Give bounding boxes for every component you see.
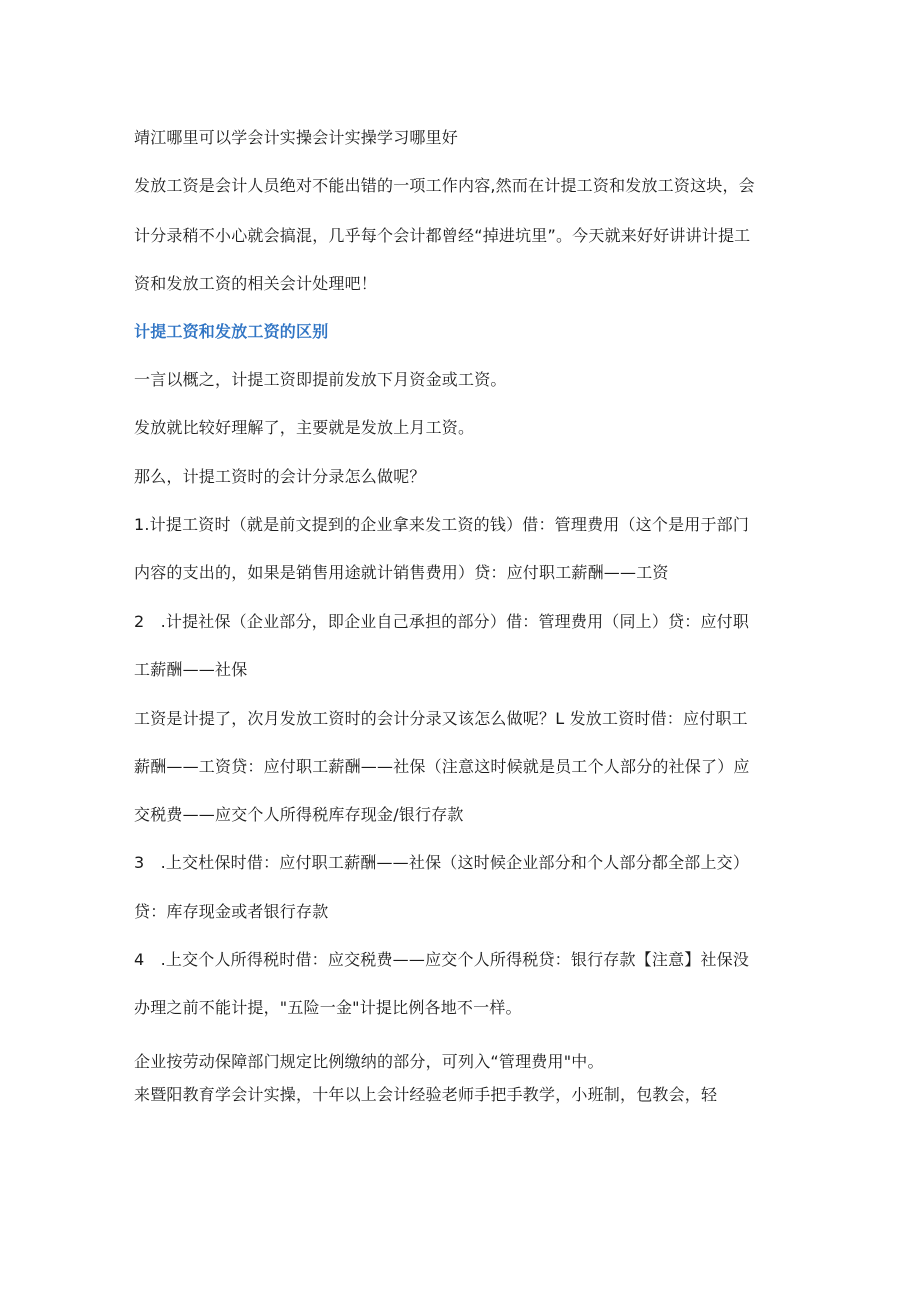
footer-line: 企业按劳动保障部门规定比例缴纳的部分，可列入“管理费用"中。: [134, 1052, 604, 1071]
body-line: 工薪酬——社保: [134, 660, 248, 679]
body-line: 那么，计提工资时的会计分录怎么做呢？: [134, 467, 426, 486]
body-line: 工资是计提了，次月发放工资时的会计分录又该怎么做呢？L 发放工资时借：应付职工: [134, 709, 748, 728]
body-line: 一言以概之，计提工资即提前发放下月资金或工资。: [134, 370, 507, 389]
intro-line: 发放工资是会计人员绝对不能出错的一项工作内容,然而在计提工资和发放工资这块，会: [134, 176, 755, 195]
section-heading: 计提工资和发放工资的区别: [134, 322, 329, 341]
body-line: 发放就比较好理解了，主要就是发放上月工资。: [134, 418, 475, 437]
body-line: 2 .计提社保（企业部分，即企业自己承担的部分）借：管理费用（同上）贷：应付职: [134, 612, 750, 631]
intro-line: 资和发放工资的相关会计处理吧！: [134, 274, 378, 293]
document-title: 靖江哪里可以学会计实操会计实操学习哪里好: [134, 128, 459, 147]
body-line: 内容的支出的，如果是销售用途就计销售费用）贷：应付职工薪酬——工资: [134, 563, 669, 582]
body-line: 贷：库存现金或者银行存款: [134, 902, 329, 921]
body-line: 办理之前不能计提，"五险一金"计提比例各地不一样。: [134, 998, 522, 1017]
body-line: 4 .上交个人所得税时借：应交税费——应交个人所得税贷：银行存款【注意】社保没: [134, 950, 750, 969]
intro-line: 计分录稍不小心就会搞混，几乎每个会计都曾经“掉进坑里”。今天就来好好讲讲计提工: [134, 226, 751, 245]
body-line: 薪酬——工资贷：应付职工薪酬——社保（注意这时候就是员工个人部分的社保了）应: [134, 757, 750, 776]
body-line: 交税费——应交个人所得税库存现金/银行存款: [134, 805, 464, 824]
body-line: 1.计提工资时（就是前文提到的企业拿来发工资的钱）借：管理费用（这个是用于部门: [134, 515, 750, 534]
footer-line: 来暨阳教育学会计实操，十年以上会计经验老师手把手教学，小班制，包教会，轻: [134, 1085, 718, 1104]
body-line: 3 .上交杜保时借：应付职工薪酬——社保（这时候企业部分和个人部分都全部上交）: [134, 853, 750, 872]
